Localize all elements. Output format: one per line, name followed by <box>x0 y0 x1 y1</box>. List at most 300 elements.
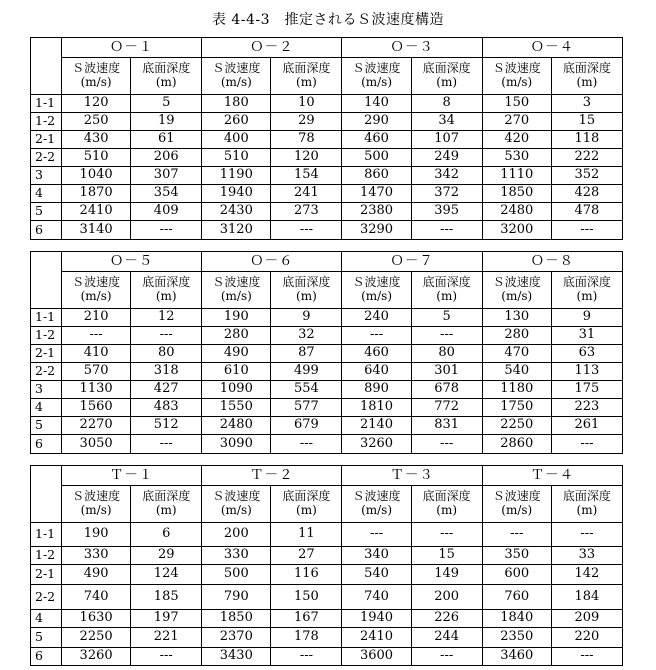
column-header-line: 底面深度 <box>562 275 611 290</box>
column-header-line: Ｓ波速度 <box>492 489 541 504</box>
layer-label: 4 <box>31 610 62 628</box>
depth-value: 483 <box>131 399 202 417</box>
column-header-line: 底面深度 <box>142 489 191 504</box>
layer-label: 1-2 <box>31 547 62 565</box>
depth-value: 206 <box>131 149 202 167</box>
table-row <box>31 610 623 628</box>
vs-value: 1090 <box>202 381 271 399</box>
layer-label: 4 <box>31 185 62 203</box>
depth-value: 113 <box>551 363 622 381</box>
vs-value: --- <box>342 523 411 547</box>
column-header-line: Ｓ波速度 <box>352 61 401 76</box>
column-header-line: 底面深度 <box>282 489 331 504</box>
depth-value: 372 <box>411 185 482 203</box>
depth-value: 679 <box>271 417 342 435</box>
vs-value: 3090 <box>202 435 271 454</box>
depth-value: 220 <box>551 628 622 648</box>
station-name: Ｏ－２ <box>202 38 342 58</box>
vs-value: 330 <box>62 547 131 565</box>
table-row <box>31 648 623 666</box>
depth-value: 6 <box>131 523 202 547</box>
table-row <box>31 417 623 435</box>
depth-value: 33 <box>551 547 622 565</box>
vs-value: 140 <box>342 95 411 113</box>
table-row <box>31 185 623 203</box>
layer-label: 2-2 <box>31 585 62 610</box>
layer-label: 3 <box>31 167 62 185</box>
depth-value: 154 <box>271 167 342 185</box>
vs-value: 530 <box>482 149 551 167</box>
vs-value: 120 <box>62 95 131 113</box>
vs-value: 540 <box>342 565 411 585</box>
depth-value: 178 <box>271 628 342 648</box>
vs-value: 1850 <box>482 185 551 203</box>
vs-value: 130 <box>482 309 551 327</box>
column-header-line: (m) <box>576 75 598 89</box>
depth-value: --- <box>131 221 202 240</box>
column-header-depth <box>131 58 202 95</box>
vs-value: 150 <box>482 95 551 113</box>
column-header-depth <box>411 58 482 95</box>
vs-value: 3260 <box>342 435 411 454</box>
corner-cell <box>31 252 62 309</box>
column-header-line: (m) <box>296 503 317 517</box>
data-table-block <box>30 251 623 454</box>
vs-value: 3200 <box>482 221 551 240</box>
vs-value: 1940 <box>202 185 271 203</box>
depth-value: 5 <box>131 95 202 113</box>
layer-label: 5 <box>31 628 62 648</box>
depth-value: 150 <box>271 585 342 610</box>
column-header-line: (m) <box>436 289 458 303</box>
vs-value: 2410 <box>62 203 131 221</box>
column-header-line: (m) <box>576 503 598 517</box>
depth-value: 12 <box>131 309 202 327</box>
depth-value: 395 <box>411 203 482 221</box>
vs-value: 760 <box>482 585 551 610</box>
vs-value: 740 <box>62 585 131 610</box>
vs-value: 210 <box>62 309 131 327</box>
vs-value: 2480 <box>482 203 551 221</box>
layer-label: 1-1 <box>31 523 62 547</box>
vs-value: 400 <box>202 131 271 149</box>
vs-value: 1810 <box>342 399 411 417</box>
depth-value: 27 <box>271 547 342 565</box>
vs-value: 1940 <box>342 610 411 628</box>
station-name: Ｏ－３ <box>342 38 482 58</box>
vs-value: 610 <box>202 363 271 381</box>
depth-value: 31 <box>551 327 622 345</box>
vs-value: 460 <box>342 345 411 363</box>
layer-label: 4 <box>31 399 62 417</box>
vs-value: 2860 <box>482 435 551 454</box>
depth-value: --- <box>551 435 622 454</box>
column-header-line: (m/s) <box>501 503 533 517</box>
vs-value: 600 <box>482 565 551 585</box>
column-header-vs <box>202 58 271 95</box>
column-header-vs <box>62 486 131 523</box>
vs-value: 340 <box>342 547 411 565</box>
layer-label: 2-1 <box>31 565 62 585</box>
table-row <box>31 363 623 381</box>
depth-value: --- <box>551 523 622 547</box>
table-row <box>31 113 623 131</box>
column-header-line: 底面深度 <box>562 61 611 76</box>
vs-value: 180 <box>202 95 271 113</box>
column-header-depth <box>271 486 342 523</box>
column-header-vs <box>62 272 131 309</box>
vs-value: 470 <box>482 345 551 363</box>
layer-label: 5 <box>31 203 62 221</box>
table-row <box>31 523 623 547</box>
vs-value: 330 <box>202 547 271 565</box>
vs-value: 1470 <box>342 185 411 203</box>
depth-value: 772 <box>411 399 482 417</box>
column-header-vs <box>482 58 551 95</box>
column-header-line: (m/s) <box>501 289 533 303</box>
vs-value: 570 <box>62 363 131 381</box>
vs-value: 2430 <box>202 203 271 221</box>
column-header-line: (m) <box>576 289 598 303</box>
vs-value: 2370 <box>202 628 271 648</box>
vs-value: --- <box>482 523 551 547</box>
depth-value: --- <box>411 435 482 454</box>
column-header-line: 底面深度 <box>422 489 471 504</box>
vs-value: 260 <box>202 113 271 131</box>
table-row <box>31 131 623 149</box>
data-table-block <box>30 465 623 666</box>
vs-value: 1550 <box>202 399 271 417</box>
layer-label: 1-2 <box>31 113 62 131</box>
depth-value: 197 <box>131 610 202 628</box>
depth-value: 120 <box>271 149 342 167</box>
depth-value: 124 <box>131 565 202 585</box>
depth-value: 831 <box>411 417 482 435</box>
layer-label: 2-1 <box>31 345 62 363</box>
column-header-line: Ｓ波速度 <box>212 61 261 76</box>
table-row <box>31 95 623 113</box>
layer-label: 6 <box>31 435 62 454</box>
column-header-line: Ｓ波速度 <box>492 275 541 290</box>
depth-value: 428 <box>551 185 622 203</box>
vs-value: 1630 <box>62 610 131 628</box>
vs-value: 1110 <box>482 167 551 185</box>
column-header-depth <box>551 58 622 95</box>
depth-value: --- <box>411 221 482 240</box>
vs-value: 860 <box>342 167 411 185</box>
depth-value: 87 <box>271 345 342 363</box>
column-header-vs <box>342 272 411 309</box>
column-header-line: Ｓ波速度 <box>72 275 121 290</box>
vs-value: 290 <box>342 113 411 131</box>
vs-value: 3600 <box>342 648 411 666</box>
depth-value: 9 <box>271 309 342 327</box>
column-header-line: Ｓ波速度 <box>212 489 261 504</box>
vs-value: 3260 <box>62 648 131 666</box>
column-header-line: (m) <box>296 75 317 89</box>
layer-label: 2-2 <box>31 363 62 381</box>
column-header-depth <box>551 486 622 523</box>
table-row <box>31 309 623 327</box>
station-name: Ｔ－４ <box>482 466 622 486</box>
column-header-line: (m) <box>155 503 177 517</box>
vs-value: 2140 <box>342 417 411 435</box>
column-header-line: 底面深度 <box>282 275 331 290</box>
column-header-line: (m/s) <box>220 289 252 303</box>
vs-value: 740 <box>342 585 411 610</box>
depth-value: 301 <box>411 363 482 381</box>
column-header-line: (m) <box>155 75 177 89</box>
station-name: Ｔ－２ <box>202 466 342 486</box>
depth-value: 352 <box>551 167 622 185</box>
column-header-depth <box>131 486 202 523</box>
vs-value: 2250 <box>62 628 131 648</box>
table-row <box>31 327 623 345</box>
station-name: Ｏ－１ <box>62 38 202 58</box>
depth-value: 342 <box>411 167 482 185</box>
station-header-row <box>31 466 623 486</box>
column-header-vs <box>62 58 131 95</box>
column-header-line: (m/s) <box>361 503 393 517</box>
depth-value: 29 <box>131 547 202 565</box>
depth-value: --- <box>131 327 202 345</box>
depth-value: --- <box>131 435 202 454</box>
vs-value: 1040 <box>62 167 131 185</box>
vs-value: 1870 <box>62 185 131 203</box>
depth-value: 11 <box>271 523 342 547</box>
column-header-line: Ｓ波速度 <box>352 275 401 290</box>
vs-value: 410 <box>62 345 131 363</box>
column-header-line: (m/s) <box>80 289 112 303</box>
column-header-vs <box>342 486 411 523</box>
vs-value: 3050 <box>62 435 131 454</box>
vs-value: 420 <box>482 131 551 149</box>
station-header-row <box>31 252 623 272</box>
depth-value: 3 <box>551 95 622 113</box>
column-header-vs <box>202 272 271 309</box>
column-header-vs <box>202 486 271 523</box>
depth-value: 61 <box>131 131 202 149</box>
depth-value: --- <box>271 435 342 454</box>
depth-value: --- <box>271 648 342 666</box>
depth-value: 9 <box>551 309 622 327</box>
vs-value: 2270 <box>62 417 131 435</box>
vs-value: --- <box>62 327 131 345</box>
depth-value: 29 <box>271 113 342 131</box>
column-header-line: (m/s) <box>501 75 533 89</box>
depth-value: 32 <box>271 327 342 345</box>
depth-value: --- <box>411 523 482 547</box>
table-row <box>31 547 623 565</box>
depth-value: 226 <box>411 610 482 628</box>
column-header-line: 底面深度 <box>422 275 471 290</box>
depth-value: 8 <box>411 95 482 113</box>
vs-value: 1850 <box>202 610 271 628</box>
depth-value: 354 <box>131 185 202 203</box>
vs-value: 640 <box>342 363 411 381</box>
depth-value: 318 <box>131 363 202 381</box>
column-header-row <box>31 486 623 523</box>
vs-value: 270 <box>482 113 551 131</box>
vs-value: 1750 <box>482 399 551 417</box>
layer-label: 6 <box>31 648 62 666</box>
depth-value: 244 <box>411 628 482 648</box>
column-header-row <box>31 272 623 309</box>
depth-value: 223 <box>551 399 622 417</box>
column-header-line: Ｓ波速度 <box>492 61 541 76</box>
depth-value: 34 <box>411 113 482 131</box>
vs-value: 3120 <box>202 221 271 240</box>
depth-value: 15 <box>551 113 622 131</box>
table-row <box>31 585 623 610</box>
station-name: Ｏ－６ <box>202 252 342 272</box>
vs-value: 2350 <box>482 628 551 648</box>
depth-value: 409 <box>131 203 202 221</box>
vs-value: 460 <box>342 131 411 149</box>
depth-value: 273 <box>271 203 342 221</box>
depth-value: 5 <box>411 309 482 327</box>
column-header-vs <box>482 272 551 309</box>
station-name: Ｏ－４ <box>482 38 622 58</box>
vs-value: 200 <box>202 523 271 547</box>
vs-value: 190 <box>202 309 271 327</box>
vs-value: 790 <box>202 585 271 610</box>
table-row <box>31 565 623 585</box>
column-header-line: Ｓ波速度 <box>212 275 261 290</box>
vs-value: 490 <box>62 565 131 585</box>
vs-value: 3460 <box>482 648 551 666</box>
depth-value: 241 <box>271 185 342 203</box>
corner-cell <box>31 38 62 95</box>
column-header-line: Ｓ波速度 <box>72 61 121 76</box>
column-header-line: (m/s) <box>80 503 112 517</box>
depth-value: 209 <box>551 610 622 628</box>
depth-value: 142 <box>551 565 622 585</box>
layer-label: 2-1 <box>31 131 62 149</box>
vs-value: 510 <box>202 149 271 167</box>
column-header-line: (m) <box>155 289 177 303</box>
column-header-line: (m/s) <box>80 75 112 89</box>
depth-value: 19 <box>131 113 202 131</box>
vs-value: 490 <box>202 345 271 363</box>
depth-value: 185 <box>131 585 202 610</box>
table-row <box>31 221 623 240</box>
depth-value: 175 <box>551 381 622 399</box>
depth-value: 184 <box>551 585 622 610</box>
column-header-vs <box>342 58 411 95</box>
depth-value: --- <box>411 327 482 345</box>
vs-value: 3290 <box>342 221 411 240</box>
column-header-line: 底面深度 <box>142 61 191 76</box>
depth-value: 678 <box>411 381 482 399</box>
depth-value: 577 <box>271 399 342 417</box>
table-row <box>31 435 623 454</box>
vs-value: 510 <box>62 149 131 167</box>
column-header-line: 底面深度 <box>282 61 331 76</box>
vs-value: --- <box>342 327 411 345</box>
column-header-depth <box>411 486 482 523</box>
vs-value: 280 <box>202 327 271 345</box>
depth-value: 107 <box>411 131 482 149</box>
station-name: Ｔ－３ <box>342 466 482 486</box>
vs-value: 1190 <box>202 167 271 185</box>
depth-value: 15 <box>411 547 482 565</box>
depth-value: --- <box>271 221 342 240</box>
station-name: Ｏ－８ <box>482 252 622 272</box>
column-header-line: (m) <box>436 503 458 517</box>
vs-value: 3430 <box>202 648 271 666</box>
column-header-line: 底面深度 <box>142 275 191 290</box>
table-row <box>31 345 623 363</box>
depth-value: --- <box>131 648 202 666</box>
column-header-line: (m/s) <box>220 503 252 517</box>
depth-value: 427 <box>131 381 202 399</box>
table-row <box>31 381 623 399</box>
vs-value: 3140 <box>62 221 131 240</box>
layer-label: 1-1 <box>31 309 62 327</box>
table-row <box>31 399 623 417</box>
data-table-block <box>30 37 623 240</box>
depth-value: 307 <box>131 167 202 185</box>
station-header-row <box>31 38 623 58</box>
vs-value: 1130 <box>62 381 131 399</box>
depth-value: 78 <box>271 131 342 149</box>
table-row <box>31 149 623 167</box>
layer-label: 6 <box>31 221 62 240</box>
depth-value: 261 <box>551 417 622 435</box>
layer-label: 2-2 <box>31 149 62 167</box>
station-name: Ｔ－１ <box>62 466 202 486</box>
depth-value: 149 <box>411 565 482 585</box>
layer-label: 1-2 <box>31 327 62 345</box>
column-header-depth <box>131 272 202 309</box>
column-header-depth <box>271 272 342 309</box>
depth-value: 118 <box>551 131 622 149</box>
vs-value: 280 <box>482 327 551 345</box>
vs-value: 250 <box>62 113 131 131</box>
depth-value: 478 <box>551 203 622 221</box>
vs-value: 1560 <box>62 399 131 417</box>
depth-value: 167 <box>271 610 342 628</box>
column-header-line: 底面深度 <box>422 61 471 76</box>
vs-value: 2410 <box>342 628 411 648</box>
depth-value: --- <box>551 648 622 666</box>
vs-value: 430 <box>62 131 131 149</box>
column-header-line: (m) <box>436 75 458 89</box>
table-row <box>31 167 623 185</box>
column-header-depth <box>271 58 342 95</box>
column-header-line: (m/s) <box>361 289 393 303</box>
column-header-line: (m/s) <box>361 75 393 89</box>
vs-value: 190 <box>62 523 131 547</box>
station-name: Ｏ－７ <box>342 252 482 272</box>
table-row <box>31 628 623 648</box>
column-header-depth <box>551 272 622 309</box>
vs-value: 500 <box>202 565 271 585</box>
depth-value: 222 <box>551 149 622 167</box>
depth-value: 200 <box>411 585 482 610</box>
depth-value: 80 <box>131 345 202 363</box>
depth-value: 10 <box>271 95 342 113</box>
depth-value: 499 <box>271 363 342 381</box>
layer-label: 3 <box>31 381 62 399</box>
vs-value: 350 <box>482 547 551 565</box>
layer-label: 1-1 <box>31 95 62 113</box>
depth-value: 116 <box>271 565 342 585</box>
column-header-line: 底面深度 <box>562 489 611 504</box>
vs-value: 1840 <box>482 610 551 628</box>
layer-label: 5 <box>31 417 62 435</box>
